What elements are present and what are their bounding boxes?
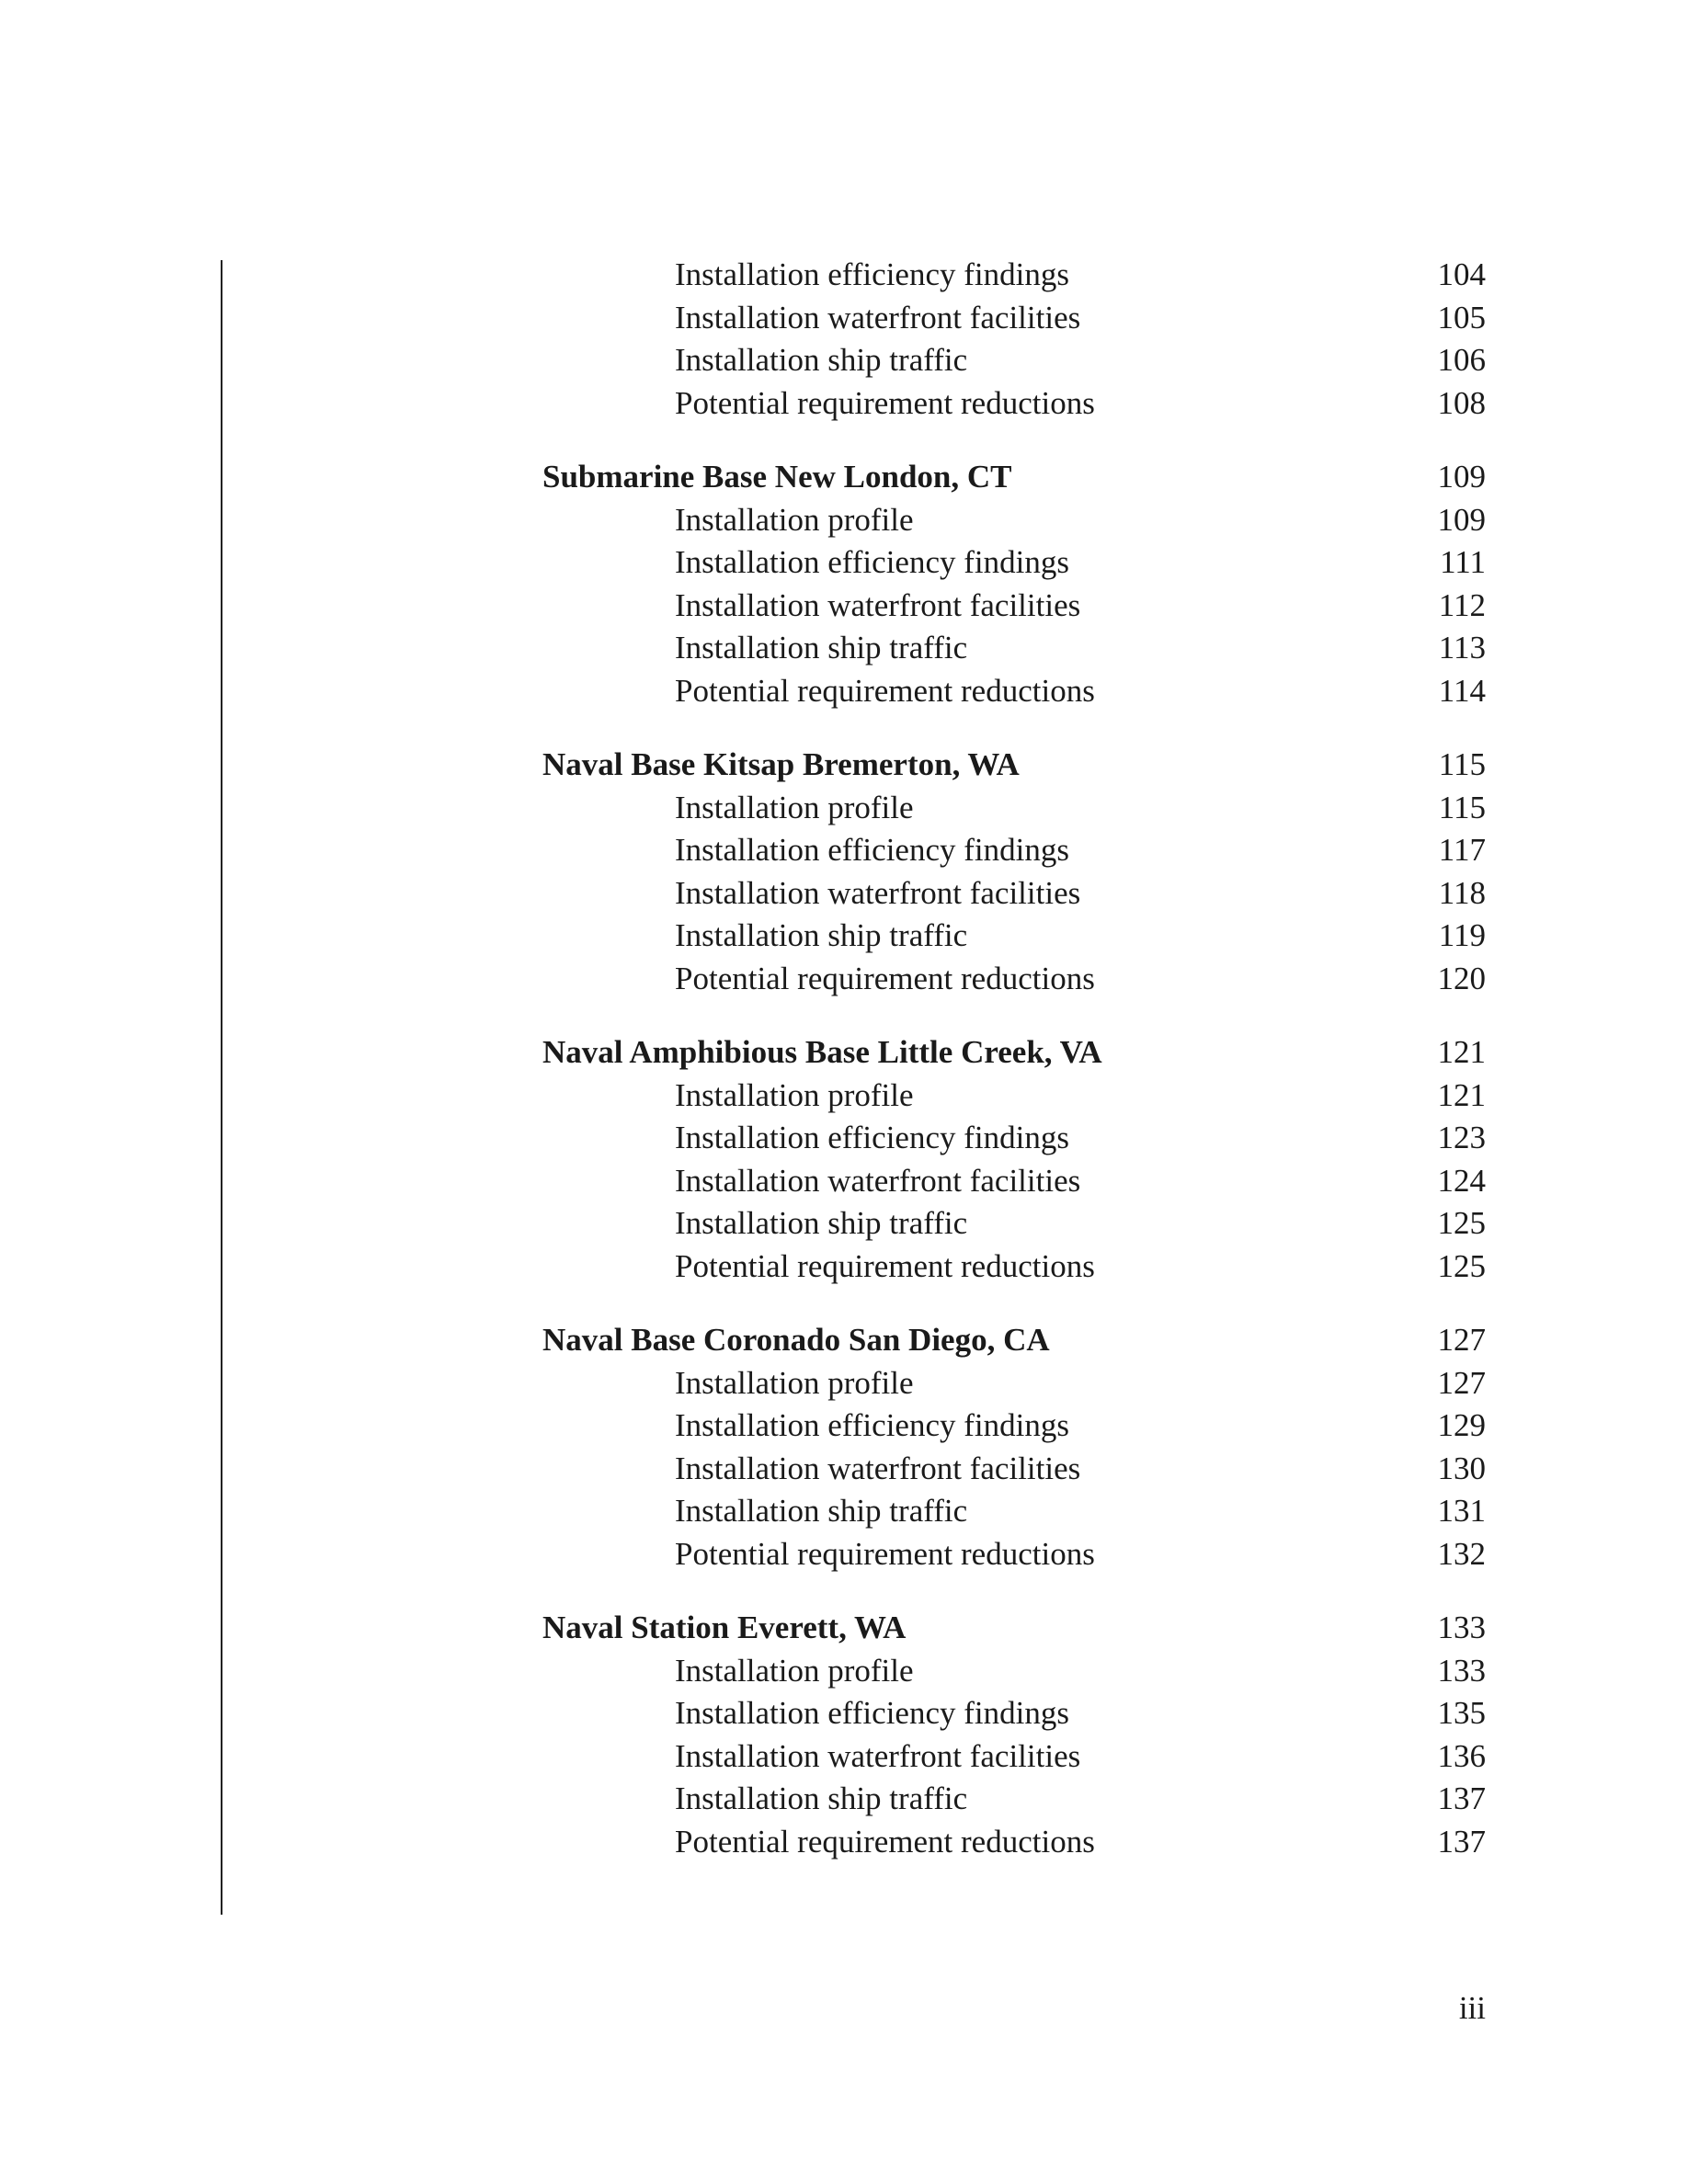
toc-page-number: 137	[1401, 1778, 1486, 1821]
toc-page-number: 137	[1401, 1821, 1486, 1864]
toc-entry[interactable]	[542, 1692, 1486, 1735]
toc-page-number: 118	[1401, 872, 1486, 916]
toc-page-number: 136	[1401, 1735, 1486, 1779]
toc-entry[interactable]	[542, 958, 1486, 1001]
toc-entry-label: Installation waterfront facilities	[675, 297, 1088, 340]
toc-page-number: 112	[1401, 585, 1486, 628]
toc-entry-label: Installation waterfront facilities	[675, 1735, 1088, 1779]
toc-page-number: 105	[1401, 297, 1486, 340]
toc-entry[interactable]	[542, 1533, 1486, 1576]
toc-page-number: 133	[1401, 1607, 1486, 1650]
margin-rule	[221, 260, 222, 1915]
toc-heading-entry[interactable]	[542, 1031, 1486, 1075]
toc-entry[interactable]	[542, 1448, 1486, 1491]
toc-entry-label: Potential requirement reductions	[675, 958, 1102, 1001]
toc-page-number: 106	[1401, 339, 1486, 382]
toc-entry-label: Installation waterfront facilities	[675, 1160, 1088, 1203]
toc-page-number: 131	[1401, 1490, 1486, 1533]
toc-entry[interactable]	[542, 1117, 1486, 1160]
toc-entry[interactable]	[542, 1735, 1486, 1779]
toc-page-number: 117	[1401, 829, 1486, 872]
toc-entry-label: Installation efficiency findings	[675, 1117, 1077, 1160]
toc-heading-entry[interactable]	[542, 1319, 1486, 1362]
toc-entry[interactable]	[542, 1202, 1486, 1246]
toc-entry[interactable]	[542, 1160, 1486, 1203]
toc-section	[542, 254, 1486, 425]
toc-entry-label: Installation efficiency findings	[675, 829, 1077, 872]
toc-page-number: 114	[1401, 670, 1486, 713]
toc-entry[interactable]	[542, 1246, 1486, 1289]
toc-page-number: 111	[1401, 541, 1486, 585]
toc-page-number: 132	[1401, 1533, 1486, 1576]
toc-entry[interactable]	[542, 339, 1486, 382]
toc-entry-label: Installation profile	[675, 1362, 921, 1405]
toc-page-number: 121	[1401, 1031, 1486, 1075]
table-of-contents	[542, 254, 1486, 1894]
toc-entry-label: Installation ship traffic	[675, 1202, 975, 1246]
toc-page-number: 124	[1401, 1160, 1486, 1203]
toc-page-number: 130	[1401, 1448, 1486, 1491]
toc-entry-label: Potential requirement reductions	[675, 1821, 1102, 1864]
toc-entry[interactable]	[542, 1490, 1486, 1533]
toc-heading-label: Naval Amphibious Base Little Creek, VA	[542, 1031, 1110, 1075]
toc-section	[542, 1031, 1486, 1288]
toc-page-number: 129	[1401, 1405, 1486, 1448]
toc-entry[interactable]	[542, 1075, 1486, 1118]
toc-heading-entry[interactable]	[542, 1607, 1486, 1650]
toc-entry[interactable]	[542, 585, 1486, 628]
toc-heading-label: Naval Base Coronado San Diego, CA	[542, 1319, 1057, 1362]
toc-entry[interactable]	[542, 1778, 1486, 1821]
toc-heading-label: Submarine Base New London, CT	[542, 456, 1020, 499]
toc-entry-label: Potential requirement reductions	[675, 670, 1102, 713]
toc-entry-label: Potential requirement reductions	[675, 382, 1102, 426]
toc-page-number: 121	[1401, 1075, 1486, 1118]
toc-heading-label: Naval Base Kitsap Bremerton, WA	[542, 744, 1027, 787]
toc-page-number: 119	[1401, 915, 1486, 958]
toc-section	[542, 1607, 1486, 1863]
toc-entry-label: Installation profile	[675, 1075, 921, 1118]
toc-entry-label: Installation ship traffic	[675, 339, 975, 382]
toc-entry[interactable]	[542, 627, 1486, 670]
toc-entry-label: Installation ship traffic	[675, 1778, 975, 1821]
toc-entry[interactable]	[542, 1362, 1486, 1405]
toc-page-number: 120	[1401, 958, 1486, 1001]
toc-entry[interactable]	[542, 382, 1486, 426]
toc-page-number: 104	[1401, 254, 1486, 297]
toc-section	[542, 1319, 1486, 1575]
toc-entry[interactable]	[542, 297, 1486, 340]
toc-entry[interactable]	[542, 872, 1486, 916]
toc-heading-entry[interactable]	[542, 456, 1486, 499]
toc-page-number: 115	[1401, 744, 1486, 787]
toc-entry[interactable]	[542, 1821, 1486, 1864]
toc-page-number: 109	[1401, 499, 1486, 542]
toc-page-number: 113	[1401, 627, 1486, 670]
toc-entry-label: Installation ship traffic	[675, 915, 975, 958]
toc-section	[542, 456, 1486, 712]
toc-page-number: 127	[1401, 1362, 1486, 1405]
toc-entry[interactable]	[542, 829, 1486, 872]
toc-heading-label: Naval Station Everett, WA	[542, 1607, 913, 1650]
toc-entry-label: Installation ship traffic	[675, 1490, 975, 1533]
toc-section	[542, 744, 1486, 1000]
toc-page-number: 125	[1401, 1202, 1486, 1246]
toc-entry[interactable]	[542, 1650, 1486, 1693]
toc-entry-label: Installation profile	[675, 499, 921, 542]
toc-entry-label: Installation waterfront facilities	[675, 585, 1088, 628]
toc-entry-label: Potential requirement reductions	[675, 1533, 1102, 1576]
toc-entry-label: Installation profile	[675, 1650, 921, 1693]
toc-entry[interactable]	[542, 1405, 1486, 1448]
page-number: iii	[1458, 1990, 1486, 2026]
toc-entry-label: Installation efficiency findings	[675, 541, 1077, 585]
toc-page-number: 123	[1401, 1117, 1486, 1160]
toc-entry[interactable]	[542, 670, 1486, 713]
toc-entry-label: Installation efficiency findings	[675, 1692, 1077, 1735]
toc-entry-label: Installation waterfront facilities	[675, 872, 1088, 916]
toc-page-number: 133	[1401, 1650, 1486, 1693]
toc-heading-entry[interactable]	[542, 744, 1486, 787]
toc-entry[interactable]	[542, 787, 1486, 830]
toc-entry-label: Potential requirement reductions	[675, 1246, 1102, 1289]
toc-entry[interactable]	[542, 254, 1486, 297]
toc-entry-label: Installation efficiency findings	[675, 1405, 1077, 1448]
toc-page-number: 127	[1401, 1319, 1486, 1362]
toc-entry-label: Installation profile	[675, 787, 921, 830]
toc-entry-label: Installation waterfront facilities	[675, 1448, 1088, 1491]
toc-page-number: 125	[1401, 1246, 1486, 1289]
toc-entry[interactable]	[542, 541, 1486, 585]
toc-entry-label: Installation efficiency findings	[675, 254, 1077, 297]
toc-page-number: 109	[1401, 456, 1486, 499]
toc-entry-label: Installation ship traffic	[675, 627, 975, 670]
toc-page-number: 108	[1401, 382, 1486, 426]
toc-page-number: 115	[1401, 787, 1486, 830]
toc-page-number: 135	[1401, 1692, 1486, 1735]
toc-entry[interactable]	[542, 499, 1486, 542]
toc-entry[interactable]	[542, 915, 1486, 958]
